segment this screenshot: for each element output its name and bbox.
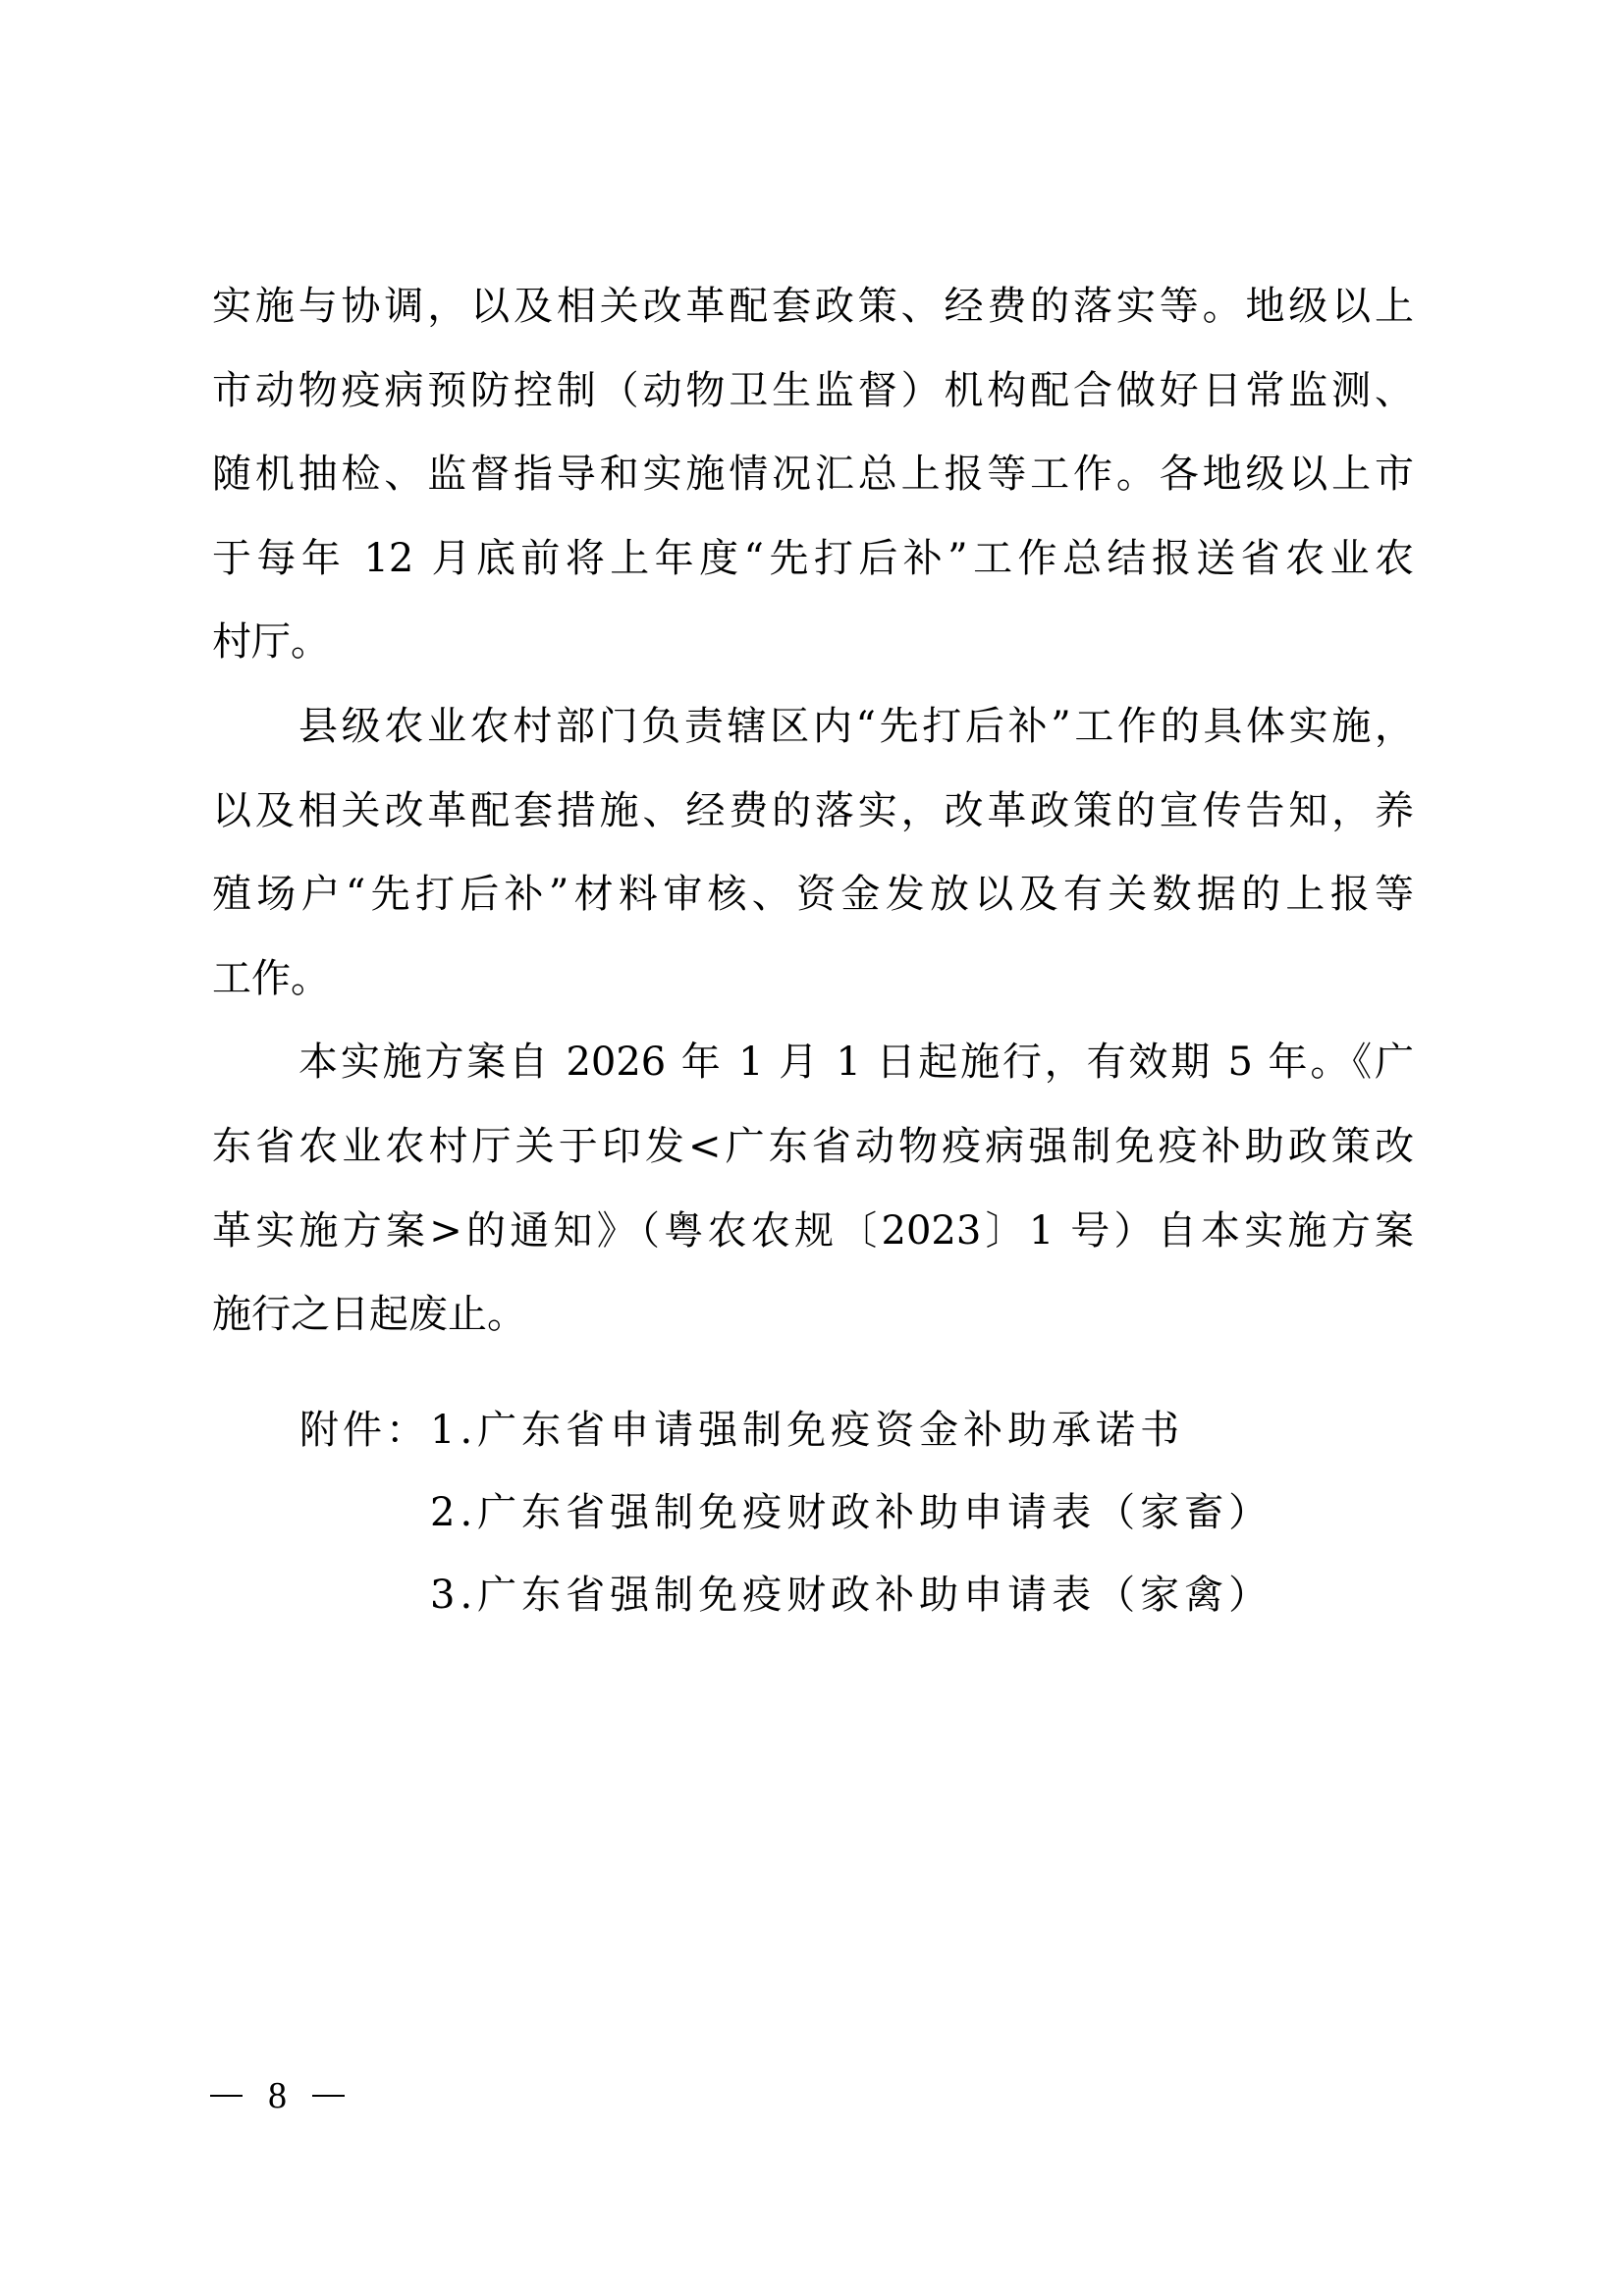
dash-right [312,2095,345,2097]
attachment-item-1: 1.广东省申请强制免疫资金补助承诺书 [430,1408,1185,1453]
text-line: 本实施方案自 2026 年 1 月 1 日起施行，有效期 5 年。《广 [298,1040,1414,1086]
paragraph-county-responsibilities [212,685,1414,1021]
text-line: 以及相关改革配套措施、经费的落实，改革政策的宣传告知，养 [212,787,1414,833]
text-line: 县级农业农村部门负责辖区内“先打后补”工作的具体实施， [298,703,1414,749]
paragraph-effective-date [212,1021,1414,1357]
attachments-label: 附件： [299,1408,429,1453]
text-line: 革实施方案>的通知》（粤农农规〔2023〕1 号）自本实施方案 [212,1207,1414,1254]
attachment-row [299,1554,1281,1636]
text-line: 于每年 12 月底前将上年度“先打后补”工作总结报送省农业农 [212,535,1414,581]
paragraph-city-responsibilities-continued [212,265,1414,685]
attachment-row [299,1471,1281,1554]
text-line: 随机抽检、监督指导和实施情况汇总上报等工作。各地级以上市 [212,452,1414,498]
attachment-item-2: 2.广东省强制免疫财政补助申请表（家畜） [430,1490,1273,1535]
text-line: 市动物疫病预防控制（动物卫生监督）机构配合做好日常监测、 [212,367,1414,413]
text-line: 实施与协调，以及相关改革配套政策、经费的落实等。地级以上 [212,284,1414,329]
text-line: 殖场户“先打后补”材料审核、资金发放以及有关数据的上报等 [212,872,1414,918]
dash-left [210,2095,243,2097]
document-body [212,265,1414,1358]
text-line: 村厅。 [212,619,330,666]
page-number-footer [210,2076,345,2115]
attachment-item-3: 3.广东省强制免疫财政补助申请表（家禽） [430,1573,1273,1618]
page-number: 8 [268,2075,287,2116]
attachments-label-spacer [299,1471,430,1554]
attachment-row [299,1389,1281,1471]
attachments-label-spacer [299,1554,430,1636]
text-line: 工作。 [212,955,330,1001]
text-line: 东省农业农村厅关于印发<广东省动物疫病强制免疫补助政策改 [212,1123,1414,1169]
text-line: 施行之日起废止。 [212,1292,526,1338]
attachments-list [299,1389,1281,1636]
